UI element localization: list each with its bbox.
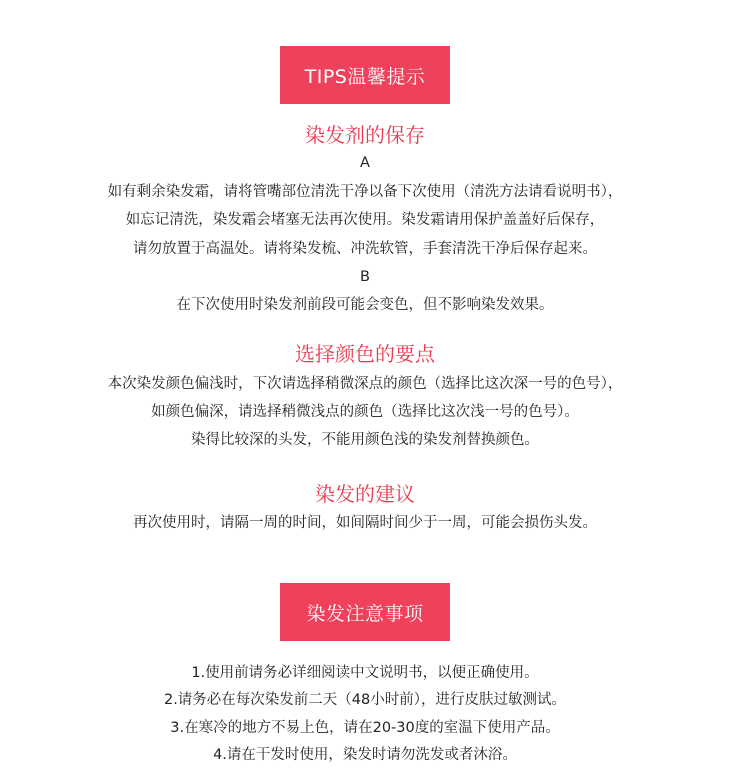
note-item: 4.请在干发时使用，染发时请勿洗发或者沐浴。	[213, 747, 517, 763]
note-item: 3.在寒冷的地方不易上色，请在20-30度的室温下使用产品。	[170, 720, 560, 736]
storage-heading: 染发剂的保存	[305, 123, 425, 147]
tips-badge: TIPS温馨提示	[280, 46, 450, 104]
color-choice-line: 如颜色偏深，请选择稍微浅点的颜色（选择比这次浅一号的色号）。	[151, 404, 579, 420]
color-choice-heading: 选择颜色的要点	[295, 342, 435, 366]
storage-a-line: 如有剩余染发霜，请将管嘴部位清洗干净以备下次使用（清洗方法请看说明书），	[107, 184, 623, 200]
note-item: 2.请务必在每次染发前二天（48小时前），进行皮肤过敏测试。	[163, 692, 567, 708]
advice-line: 再次使用时，请隔一周的时间，如间隔时间少于一周，可能会损伤头发。	[133, 515, 597, 531]
storage-b-line: 在下次使用时染发剂前段可能会变色，但不影响染发效果。	[176, 297, 554, 313]
notes-badge: 染发注意事项	[280, 583, 450, 641]
storage-a-line: 如忘记清洗，染发霜会堵塞无法再次使用。染发霜请用保护盖盖好后保存，	[125, 212, 605, 228]
color-choice-line: 染得比较深的头发，不能用颜色浅的染发剂替换颜色。	[191, 432, 539, 448]
storage-a-line: 请勿放置于高温处。请将染发梳、冲洗软管，手套清洗干净后保存起来。	[133, 241, 597, 257]
note-item: 1.使用前请务必详细阅读中文说明书，以便正确使用。	[191, 665, 539, 681]
color-choice-line: 本次染发颜色偏浅时，下次请选择稍微深点的颜色（选择比这次深一号的色号），	[107, 376, 623, 392]
storage-label-a: A	[360, 155, 370, 171]
storage-label-b: B	[360, 269, 370, 285]
advice-heading: 染发的建议	[315, 482, 415, 506]
